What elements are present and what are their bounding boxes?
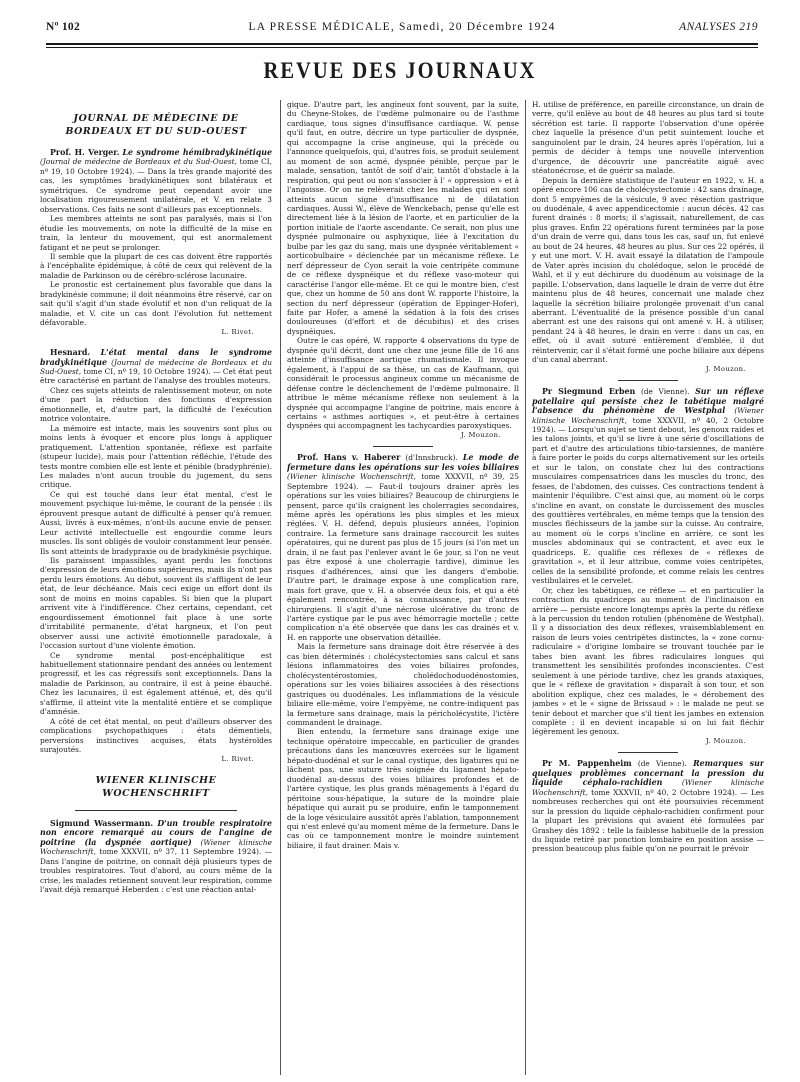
- article-author: Pr M. Pappenheim: [542, 759, 632, 769]
- article-source: (Wiener klinische Wochenschrift,: [40, 837, 272, 857]
- article-paragraph: Mais la fermeture sans drainage doit être réservée à des cas bien déterminés : cholécystectomies sans calcul et sans lésions inflammatoires des voies biliaires profondes, cholécystentérostomies, cholédochoduodénostomies, opérations sur les voies biliaires associées à des résections gastriques ou duodénales. Les inflammations de la vésicule biliaire elle-même, voire l'empyème, ne contre-indiquent pas la fermeture sans drainage, mais la péricholécystite, l'ictère commandent le drainage.: [287, 642, 519, 727]
- article-source: (Wiener klinische Wochenschrift,: [532, 406, 764, 425]
- article-author-origin: (de Vienne).: [635, 387, 690, 397]
- article-title: Remarques sur quelques problèmes concernant la pression du liquide céphalo-rachidien: [532, 759, 764, 788]
- article-paragraph: [40, 348, 272, 386]
- column-divider: [280, 100, 281, 1075]
- article-author: Prof. H. Verger.: [50, 148, 120, 157]
- newspaper-date-line: LA PRESSE MÉDICALE, Samedi, 20 Décembre 1924: [248, 21, 556, 33]
- article-signature: J. Mouzon.: [705, 364, 746, 373]
- column-left: [40, 100, 272, 1082]
- article-paragraph: Ce qui est touché dans leur état mental, c'est le mouvement psychique lui-même, le courant de la pensée : ils éprouvent presque autant de difficulté à penser qu'à remuer. Aussi, livrés à eux-mêmes, n'ont-ils aucune envie de penser. Leur activité intellectuelle est engourdie comme leurs muscles. Ils sont obligés de vouloir constamment leur pensée. Ils sont atteints de bradypraxie ou de bradykinésie psychique.: [40, 489, 272, 556]
- header-rule-thick: [46, 43, 758, 45]
- article-paragraph: gique. D'autre part, les angineux font souvent, par la suite, du Cheyne-Stokes, de l'œdème pulmonaire ou de l'asthme cardiaque, tous signes d'insuffisance cardiaque. W. pense qu'il faut, en outre, décrire un type particulier de dyspnée, qui accompagne la crise angineuse, qui la précède ou l'annonce quelquefois, qui, d'autres fois, se produit seulement au moment de son acmé, dyspnée pénible, perçue par le malade, sensation, tantôt de soif d'air, tantôt d'obstacle à la respiration, qui peut ou non s'associer à l' « oppression » et à l'angoisse. Or on ne relèverait chez les malades qui en sont atteints aucun signe d'insuffisance ni de dilatation cardiaques. Aussi W., élève de Wenckebach, pense qu'elle est directement liée à la lésion de l'aorte, et en particulier de la portion initiale de l'aorte ascendante. Ce serait, non plus une dyspnée pulmonaire ou asphyxique, liée à l'excitation du bulbe par les gaz du sang, mais une dyspnée véritablement « aorticobulbaire » déclenchée par un mécanisme réflexe. Le nerf dépresseur de Cyon serait la voie centripète commune de ce réflexe dyspnéique et du réflexe vaso-moteur qui caractérise l'angor elle-même. Et ce qui le montre bien, c'est que, chez un homme de 50 ans dont W. rapporte l'histoire, la section du nerf dépresseur (opération de Eppinger-Hofer), faite par Hofer, a amené la sédation à la fois des crises douloureuses (d'effort et de décubitus) et des crises dyspnéiques.: [287, 100, 519, 336]
- article-author-origin: (de Vienne).: [631, 759, 687, 769]
- article-source: (Wiener klinische Wochenschrift,: [532, 778, 764, 797]
- column-middle: [287, 100, 519, 1082]
- article-reference: tome XXXVII, nº 40, 2 Octobre 1924). —: [532, 415, 764, 434]
- article-text: Cet état peut être caractérisé en partant de l'analyse des troubles moteurs.: [40, 366, 272, 386]
- article-author: Hesnard.: [50, 348, 91, 358]
- article-reference: tome CI, nº 19, 10 Octobre 1924). —: [40, 157, 272, 176]
- article-title: D'un trouble respiratoire non encore remarqué au cours de l'angine de poitrine (la dyspnée aortique): [40, 819, 272, 847]
- article-paragraph: [40, 819, 272, 895]
- article-paragraph: Le pronostic est certainement plus favorable que dans la bradykinésie commune; il doit néanmoins être réservé, car on sait qu'il s'agit d'un stade évolutif et non d'un reliquat de la maladie, et V. cite un cas dont l'évolution fut nettement défavorable.: [40, 280, 272, 328]
- journal-heading: JOURNAL DE MÉDECINE DE BORDEAUX ET DU SUD-OUEST: [65, 113, 247, 137]
- journal-heading: WIENER KLINISCHE WOCHENSCHRIFT: [95, 775, 217, 799]
- article-paragraph: Ce syndrome mental post-encéphalitique est habituellement stationnaire pendant des années ou lentement progressif, et les cas régressifs sont exceptionnels. Dans la maladie de Parkinson, au contraire, il est à peine ébauché. Chez les lacunaires, il est également atténué, et, dès qu'il s'affirme, il atteint vite la mentalité entière et se complique d'amnésie.: [40, 650, 272, 717]
- article-paragraph: [532, 387, 764, 586]
- article-signature: L. Rivet.: [221, 327, 254, 336]
- article-reference: tome XXXVII, nº 37, 11 Septembre 1924). —: [95, 847, 272, 857]
- article-paragraph: H. utilise de préférence, en pareille circonstance, un drain de verre, qu'il enlève au bout de 48 heures au plus tard si toute sécrétion est tarie. Il rapporte l'observation d'une opérée chez laquelle la présence d'un petit suintement louche et sanguinolent par le drain, 24 heures après l'opération, lui a permis de décider à temps une nouvelle intervention d'urgence, de découvrir une pancréatite aiguë avec stéatonécrose, et de guérir sa malade.: [532, 100, 764, 176]
- article-text: Les nombreuses recherches qui ont été poursuivies récemment sur la pression du liquide céphalo-rachidien confirment pour la plupart les prévisions qui avaient été formulées par Grashey dès 1892 : telle la faiblesse habituelle de la pression du liquide retiré par ponction lombaire en position assise — pression beaucoup plus faible qu'on ne pourrait le prévoir: [532, 787, 764, 854]
- article-reference: tome CI, nº 19, 10 Octobre 1924). —: [81, 366, 221, 376]
- article-author-origin: (d'Innsbruck).: [400, 453, 458, 463]
- article-text: Lorsqu'un sujet se tient debout, les genoux raides et les talons joints, et qu'il se livre à une série d'oscillations de part et d'autre des articulations tibio-tarsiennes, de manière à faire porter le poids du corps alternativement sur les orteils et sur le talon, on constate chez lui des contractions musculaires compensatrices dans les muscles du tronc, des fesses, de l'abdomen, des cuisses. Ces contractions tendent à maintenir l'équilibre. C'est ainsi que, au moment où le corps s'incline en avant, on constate le durcissement des muscles des gouttières vertébrales, en même temps que la tension des muscles fléchisseurs de la jambe sur la cuisse. Au contraire, au moment où le corps s'incline en arrière, ce sont les muscles abdominaux qui se contractent, et avec eux le quadriceps. E. qualifie ces réflexes de « réflexes de gravitation », et il leur attribue, comme voies centripètes, celles de la sensibilité profonde, et comme relais les centres vestibulaires et le cervelet.: [532, 424, 764, 586]
- column-divider: [525, 100, 526, 1075]
- article-text: Dans la très grande majorité des cas, les symptômes bradykinétiques sont bilatéraux et symétriques. Ce syndrome peut cependant avoir une localisation rigoureusement unilatérale, et V. en relate 3 observations. Ces faits ne sont d'ailleurs pas exceptionnels.: [40, 166, 272, 214]
- article-reference: tome XXXVII, nº 39, 25 Septembre 1924). —: [287, 472, 519, 491]
- article-paragraph: [40, 148, 272, 214]
- article-signature: J. Mouzon.: [705, 736, 746, 745]
- article-paragraph: A côté de cet état mental, on peut d'ailleurs observer des complications psychopathiques : états démentiels, perversions instinctives acquises, états hystéroïdes surajoutés.: [40, 716, 272, 755]
- article-source: (Journal de médecine de Bordeaux et du Sud-Ouest,: [40, 357, 272, 376]
- article-reference: tome XXXVII, nº 40, 2 Octobre 1924). —: [587, 787, 748, 797]
- article-paragraph: Ils paraissent impassibles, ayant perdu les fonctions d'expression de leurs émotions supérieures, mais ils n'ont pas perdu leurs émotions. Au début, souvent ils s'affligent de leur état, de leur déchéance. Mais ceci exige un effort dont ils sont de moins en moins capables. Si bien que la plupart arrivent vite à l'indifférence. Chez certains, cependant, cet engourdissement émotionnel fait place à une sorte d'irritabilité permanente, d'état hargneux, et l'on peut observer aussi une activité émotionnelle paradoxale, à l'occasion surtout d'une violente émotion.: [40, 556, 272, 651]
- article-author: Prof. Hans v. Haberer: [297, 453, 401, 463]
- article-paragraph: [532, 759, 764, 854]
- issue-number: Nº 102: [46, 21, 81, 33]
- article-source: (Wiener klinische Wochenschrift,: [287, 472, 417, 482]
- article-title: L'état mental dans le syndrome bradykinétique: [40, 348, 272, 367]
- article-title: Sur un réflexe patellaire qui persiste chez le tabétique malgré l'absence du phénomène de Westphal: [532, 387, 764, 416]
- article-paragraph: Il semble que la plupart de ces cas doivent être rapportés à l'encéphalite épidémique, à côté de ceux qui relèvent de la maladie de Parkinson ou de cérébro-sclérose lacunaire.: [40, 251, 272, 280]
- article-paragraph: Les membres atteints ne sont pas paralysés, mais si l'on étudie les mouvements, on note la difficulté de la mise en train, la lenteur du mouvement, qui est anormalement fatigant et ne peut se prolonger.: [40, 214, 272, 252]
- article-text: Faut-il toujours drainer après les opérations sur les voies biliaires? Beaucoup de chirurgiens le pensent, parce qu'ils craignent les cholerragies secondaires, même après les opérations les plus simples et les mieux réglées. V. H. défend, depuis plusieurs années, l'opinion contraire. La fermeture sans drainage raccourcit les suites opératoires, qui ne durent pas plus de 15 jours (si l'on met un drain, il ne faut pas l'enlever avant le 6e jour, si l'on ne veut pas être exposé à une cholerragie tardive), diminue les risques d'adhérences, ainsi que les dangers d'embolie. D'autre part, le drainage expose à une complication rare, mais fort grave, que v. H. a observée deux fois, et qui a été également rencontrée, à sa connaissance, par d'autres chirurgiens. Il s'agit d'une nécrose ulcérative du tronc de l'artère cystique par le pus avec hémorragie mortelle ; cette complication n'a été observée que dans les cas drainés et v. H. en rapporte une observation détaillée.: [287, 481, 519, 642]
- article-author: Sigmund Wassermann.: [50, 819, 154, 828]
- article-title: Le syndrome hémibradykinétique: [122, 148, 272, 157]
- article-paragraph: Bien entendu, la fermeture sans drainage exige une technique opératoire impeccable, en particulier de grandes précautions dans les manœuvres exercées sur le ligament hépato-duodénal et sur le canal cystique, des ligatures qui ne lâchent pas, une suture très soignée du ligament hépato-duodénal au-dessus des voies biliaires profondes et de l'artère cystique, les plus grands ménagements à l'égard du péritoine sous-hépatique, la suture de la moindre plaie hépatique qui aurait pu se produire, enfin le tamponnement de la loge vésiculaire aussitôt après l'ablation, tamponnement qui n'est enlevé qu'au moment même de la fermeture. Dans le cas où ce tamponnement montre le moindre suintement biliaire, il faut drainer. Mais v.: [287, 727, 519, 850]
- article-text: Dans l'angine de poitrine, on connaît déjà plusieurs types de troubles respiratoires. Tout d'abord, au cours même de la crise, les malades retiennent souvent leur respiration, comme l'avait déjà remarqué Heberden : c'est une réaction antal-: [40, 856, 272, 895]
- article-paragraph: Or, chez les tabétiques, ce réflexe — et en particulier la contraction du quadriceps au moment de l'inclinaison en arrière — persiste encore longtemps après la perte du réflexe à la percussion du tendon rotulien (phénomène de Westphal). Il y a dissociation des deux réflexes, vraisemblablement en raison de leurs voies centripètes distinctes, la « zone cornu-radiculaire » d'origine lombaire se trouvant touchée par le tabes bien avant les fibres radiculaires longues qui transmettent les sensibilités profondes inconscientes. C'est seulement à une période tardive, chez les grands ataxiques, que le « réflexe de gravitation » disparaît à son tour, et son abolition explique, chez ces malades, le « dérobement des jambes » et le « signe de Brissaud » : le malade ne peut se tenir debout et marcher que s'il tient les jambes en extension complète : il en devient incapable si on lui fait fléchir légèrement les genoux.: [532, 585, 764, 737]
- article-separator: [373, 446, 433, 447]
- article-paragraph: Chez ces sujets atteints de ralentissement moteur, on note d'une part la réduction des fonctions d'expression émotionnelle, et, d'autre part, la difficulté de l'exécution motrice volontaire.: [40, 385, 272, 424]
- column-right: [532, 100, 764, 1082]
- section-title: REVUE DES JOURNAUX: [263, 58, 537, 84]
- article-separator: [618, 752, 678, 753]
- article-paragraph: Depuis la dernière statistique de l'auteur en 1922, v. H. a opéré encore 106 cas de cholécystectomie : 42 sans drainage, dont 5 empyèmes de la vésicule, 9 avec résection gastrique ou duodénale, 4 avec appendicectomie : aucun décès. 42 cas furent drainés : 8 morts; il s'agissait, naturellement, de cas plus graves. Enfin 22 opérations furent terminées par la pose d'un drain de verre qui, dans tous les cas, sauf un, fut enlevé au bout de 24 heures, 48 heures au plus. Sur ces 22 opérés, il y eut une mort. V. H. avait essayé la dilatation de l'ampoule de Vater après incision du cholédoque, selon le procédé de Wahl, et il y eut déchirure du duodénum au voisinage de la papille. L'observation, dans laquelle le drain de verre dut être maintenu plus de 48 heures, concernait une malade chez laquelle la sécrétion biliaire prolongée provenait d'un canal aberrant. L'éventualité de la présence possible d'un canal aberrant est une des raisons qui ont amené v. H. à utiliser, pendant 24 à 48 heures, le drain en verre : dans un cas, en effet, où il avait suturé entièrement d'emblée, il dut réintervenir, car il s'était formé une poche biliaire aux dépens d'un canal aberrant.: [532, 175, 764, 365]
- article-source: (Journal de médecine de Bordeaux et du Sud-Ouest,: [40, 157, 237, 167]
- article-title: Le mode de fermeture dans les opérations sur les voies biliaires: [287, 453, 519, 472]
- article-paragraph: Outre le cas opéré, W. rapporte 4 observations du type de dyspnée qu'il décrit, dont une chez une jeune fille de 16 ans atteinte d'insuffisance aortique rhumatismale. Il invoque également, à l'appui de sa thèse, un cas de Kaufmann, qui considérait le processus angineux comme un mécanisme de défense contre le déclenchement de l'œdème pulmonaire. Il attribue le même mécanisme réflexe non seulement à la dyspnée qui accompagne l'angine de poitrine, mais encore à certains « asthmes aortiques », et peut-être à certaines dyspnées qui accompagnent les tachycardies paroxystiques.: [287, 336, 519, 431]
- running-header: [46, 20, 758, 40]
- article-author: Pr Siegmund Erben: [542, 387, 636, 397]
- article-signature: L. Rivet.: [221, 754, 254, 763]
- article-separator: [618, 380, 678, 381]
- article-paragraph: [287, 453, 519, 642]
- journal-heading-rule: [75, 810, 237, 811]
- header-rule-thin: [46, 47, 758, 48]
- article-paragraph: La mémoire est intacte, mais les souvenirs sont plus ou moins lents à évoquer et encore plus longs à appliquer pratiquement. L'attention spontanée, réflexe est parfaite (stupeur lucide), mais pour l'attention réfléchie, l'étude des tests montre combien elle est lente et pénible (bradyphrénie). Les malades n'ont aucun trouble du jugement, du sens critique.: [40, 423, 272, 490]
- section-page-label: ANALYSES 219: [679, 21, 758, 33]
- article-signature: J. Mouzon.: [460, 430, 501, 439]
